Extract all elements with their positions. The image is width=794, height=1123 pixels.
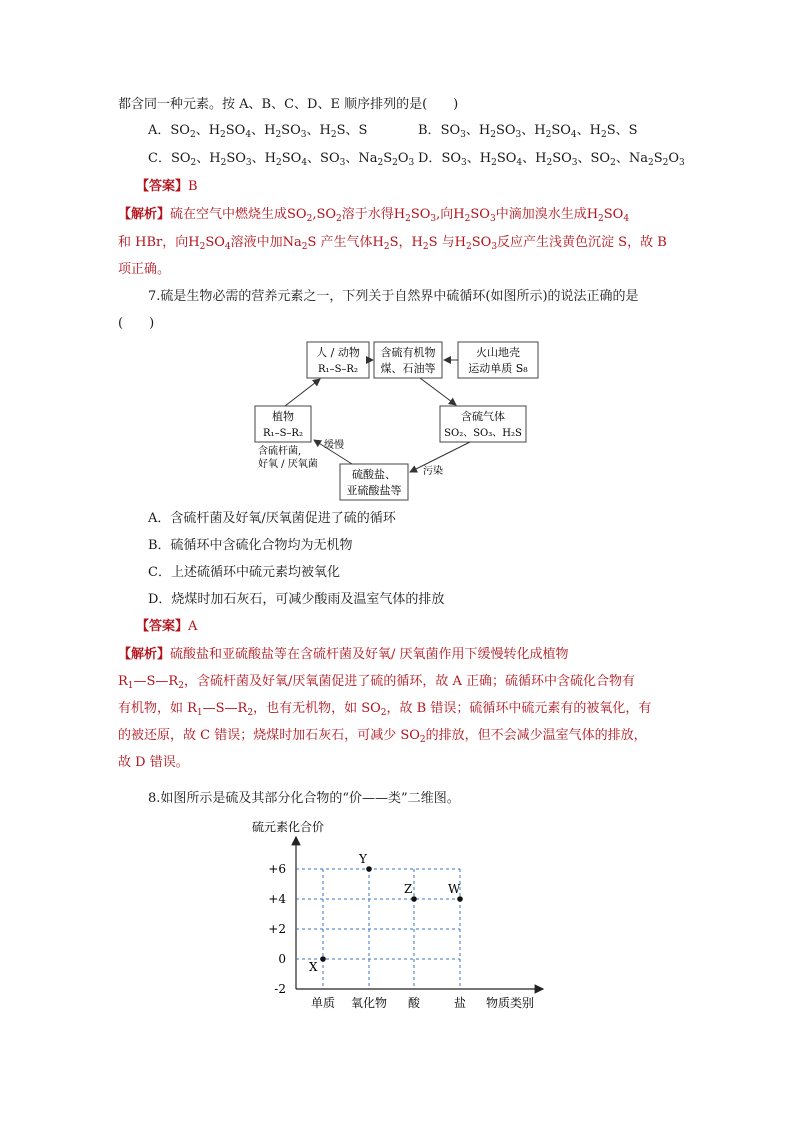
y-tick-label: 0 <box>278 952 286 966</box>
q7-stem: 7.硫是生物必需的营养元素之一，下列关于自然界中硫循环(如图所示)的说法正确的是 <box>148 289 639 304</box>
q6-analysis-line1: 【解析】硫在空气中燃烧生成$SO_2,SO_2$溶于水得$H_2SO_3$,向$H_2SO_3$中滴加溴水生成$H_2SO_4$ <box>118 207 630 224</box>
y-tick-label: +2 <box>268 922 286 936</box>
q6-analysis-line3: 项正确。 <box>118 262 171 277</box>
arrow-organic-to-gas <box>420 378 456 405</box>
node-human-animal <box>307 342 369 378</box>
q7-option-d: D．烧煤时加石灰石，可减少酸雨及温室气体的排放 <box>148 592 445 607</box>
x-category-label: 酸 <box>407 996 421 1010</box>
q6-stem-continuation: 都含同一种元素。按 A、B、C、D、E 顺序排列的是( ) <box>118 97 459 112</box>
node-sulfur-gases <box>440 406 526 442</box>
data-point <box>457 896 463 902</box>
q6-analysis-line2: 和 HBr，向$H_2SO_4$溶液中加$Na_2S$ 产生气体$H_2S$，$H_2S$ 与$H_2SO_3$反应产生浅黄色沉淀 S，故 B <box>118 235 667 252</box>
q7-option-b: B．硫循环中含硫化合物均为无机物 <box>148 538 353 553</box>
node-sulfate-line2: 亚硫酸盐等 <box>346 484 402 497</box>
q7-option-c: C．上述硫循环中硫元素均被氧化 <box>148 565 340 580</box>
data-point-label: Z <box>404 882 413 896</box>
q7-option-a: A．含硫杆菌及好氧/厌氧菌促进了硫的循环 <box>148 511 396 526</box>
node-volcano <box>458 342 538 378</box>
x-category-label: 单质 <box>310 996 336 1010</box>
q7-analysis-line5: 故 D 错误。 <box>118 755 189 770</box>
node-organic-line1: 含硫有机物 <box>380 346 436 359</box>
label-bacteria-line2: 好氧 / 厌氧菌 <box>258 459 318 470</box>
y-tick-label: -2 <box>274 982 286 996</box>
q7-stem-bracket: ( ) <box>118 316 155 331</box>
q7-analysis-line1: 【解析】硫酸盐和亚硫酸盐等在含硫杆菌及好氧/ 厌氧菌作用下缓慢转化成植物 <box>118 647 569 662</box>
data-point <box>366 866 372 872</box>
q6-option-d: D．$SO_3$、$H_2SO_4$、$H_2SO_3$、$SO_2$、$Na_2S_2O_3$ <box>418 151 685 168</box>
node-sulfates <box>340 464 408 500</box>
node-sulfate-line1: 硫酸盐、 <box>352 468 396 481</box>
chart-y-axis-label: 硫元素化合价 <box>252 820 325 834</box>
node-gas-line1: 含硫气体 <box>461 410 505 423</box>
label-bacteria-line1: 含硫杆菌, <box>258 446 302 457</box>
data-point <box>320 956 326 962</box>
label-pollution: 污染 <box>423 466 443 477</box>
node-volcano-line2: 运动单质 S₈ <box>468 362 528 375</box>
node-human-line1: 人 / 动物 <box>316 346 360 359</box>
node-plant-line1: 植物 <box>272 410 294 423</box>
node-human-line2: R₁–S–R₂ <box>318 364 358 375</box>
node-plant <box>255 406 311 442</box>
q7-answer: 【答案】A <box>136 619 198 634</box>
q7-analysis-line3: 有机物，如 $R_1—S—R_2$，也有无机物，如 $SO_2$，故 B 错误；硫循环中硫元素有的被氧化，有 <box>118 701 652 718</box>
node-volcano-line1: 火山地壳 <box>476 346 520 359</box>
node-sulfur-organics <box>374 342 442 378</box>
q7-analysis-line2: $R_1—S—R_2$，含硫杆菌及好氧/厌氧菌促进了硫的循环，故 A 正确；硫循环中含硫化合物有 <box>118 674 636 691</box>
node-organic-line2: 煤、石油等 <box>380 362 436 375</box>
q6-answer: 【答案】B <box>136 179 198 194</box>
valence-category-chart <box>248 815 558 1015</box>
data-point-label: Y <box>359 852 367 866</box>
x-axis-label: 物质类别 <box>485 996 535 1010</box>
data-point <box>411 896 417 902</box>
node-gas-line2: SO₂、SO₃、H₂S <box>444 428 522 439</box>
x-category-label: 盐 <box>453 996 467 1010</box>
x-category-label: 氧化物 <box>350 996 388 1010</box>
y-tick-label: +4 <box>268 892 286 906</box>
q6-option-a: A．$SO_2$、$H_2SO_4$、$H_2SO_3$、$H_2S$、S <box>148 123 368 140</box>
node-plant-line2: R₁–S–R₂ <box>263 428 303 439</box>
q8-stem: 8.如图所示是硫及其部分化合物的“价——类”二维图。 <box>148 791 460 806</box>
data-point-label: W <box>448 882 461 896</box>
arrow-plant-to-human <box>285 379 320 406</box>
label-slow: 缓慢 <box>324 440 344 451</box>
q6-option-b: B．$SO_3$、$H_2SO_3$、$H_2SO_4$、$H_2S$、S <box>418 123 638 140</box>
sulfur-cycle-diagram <box>240 332 560 508</box>
y-tick-label: +6 <box>268 862 286 876</box>
q6-option-c: C．$SO_2$、$H_2SO_3$、$H_2SO_4$、$SO_3$、$Na_2S_2O_3$ <box>148 151 415 168</box>
q7-analysis-line4: 的被还原，故 C 错误；烧煤时加石灰石，可减少 $SO_2$的排放，但不会减少温室气体的排放， <box>118 728 647 745</box>
data-point-label: X <box>309 960 318 974</box>
